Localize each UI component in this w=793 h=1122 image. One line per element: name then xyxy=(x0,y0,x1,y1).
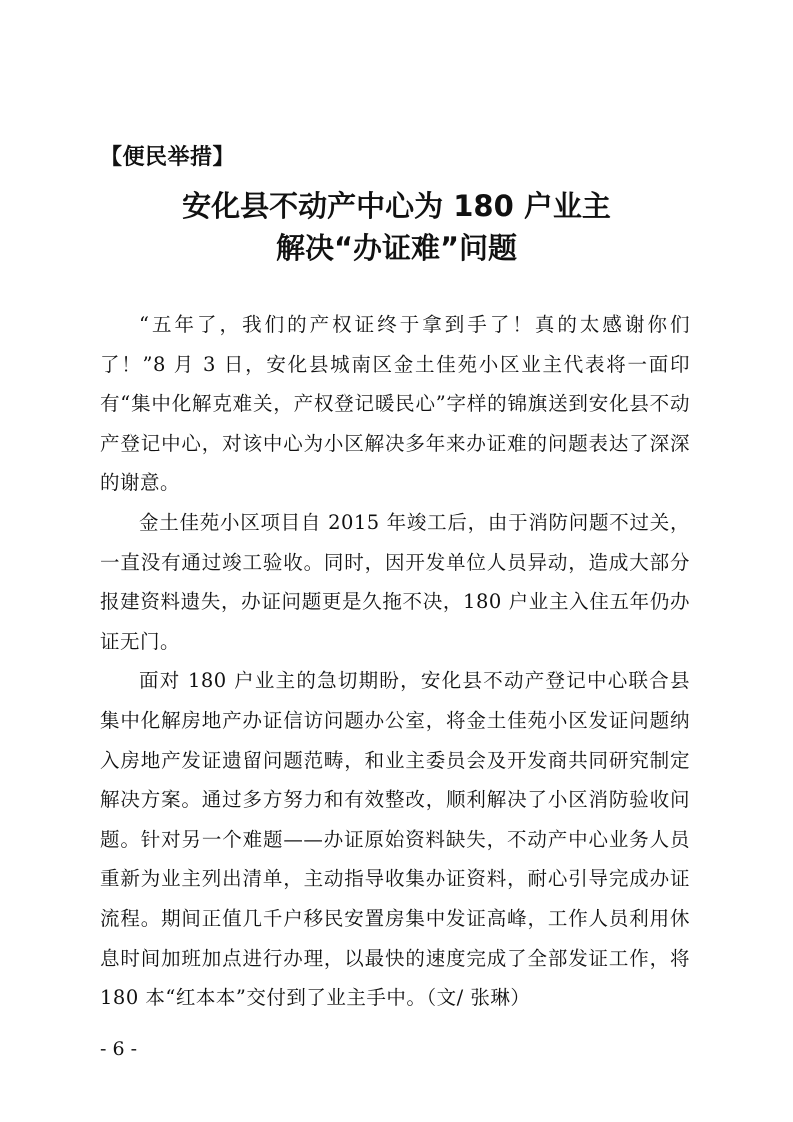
paragraph-2: 金土佳苑小区项目自 2015 年竣工后，由于消防问题不过关，一直没有通过竣工验收。同时，因开发单位人员异动，造成大部分报建资料遗失，办证问题更是久拖不决，180 户业主入住五年仍办证无门。 xyxy=(100,510,690,653)
paragraph-3: 面对 180 户业主的急切期盼，安化县不动产登记中心联合县集中化解房地产办证信访问题办公室，将金土佳苑小区发证问题纳入房地产发证遗留问题范畴，和业主委员会及开发商共同研究制定解决方案。通过多方努力和有效整改，顺利解决了小区消防验收问题。针对另一个难题——办证原始资料缺失，不动产中心业务人员重新为业主列出清单，主动指导收集办证资料，耐心引导完成办证流程。期间正值几千户移民安置房集中发证高峰，工作人员利用休息时间加班加点进行办理，以最快的速度完成了全部发证工作，将 180 本“红本本”交付到了业主手中。（文/ 张琳） xyxy=(100,669,690,1010)
category-tag: 【便民举措】 xyxy=(100,145,236,170)
page-number: - 6 - xyxy=(100,1038,138,1060)
headline-line-1: 安化县不动产中心为 180 户业主 xyxy=(182,189,611,223)
headline-line-2: 解决“办证难”问题 xyxy=(275,231,518,265)
article-body xyxy=(100,305,690,1018)
paragraph-1: “五年了，我们的产权证终于拿到手了！真的太感谢你们了！”8 月 3 日，安化县城南区金土佳苑小区业主代表将一面印有“集中化解克难关，产权登记暖民心”字样的锦旗送到安化县不动产登记中心，对该中心为小区解决多年来办证难的问题表达了深深的谢意。 xyxy=(100,313,690,495)
